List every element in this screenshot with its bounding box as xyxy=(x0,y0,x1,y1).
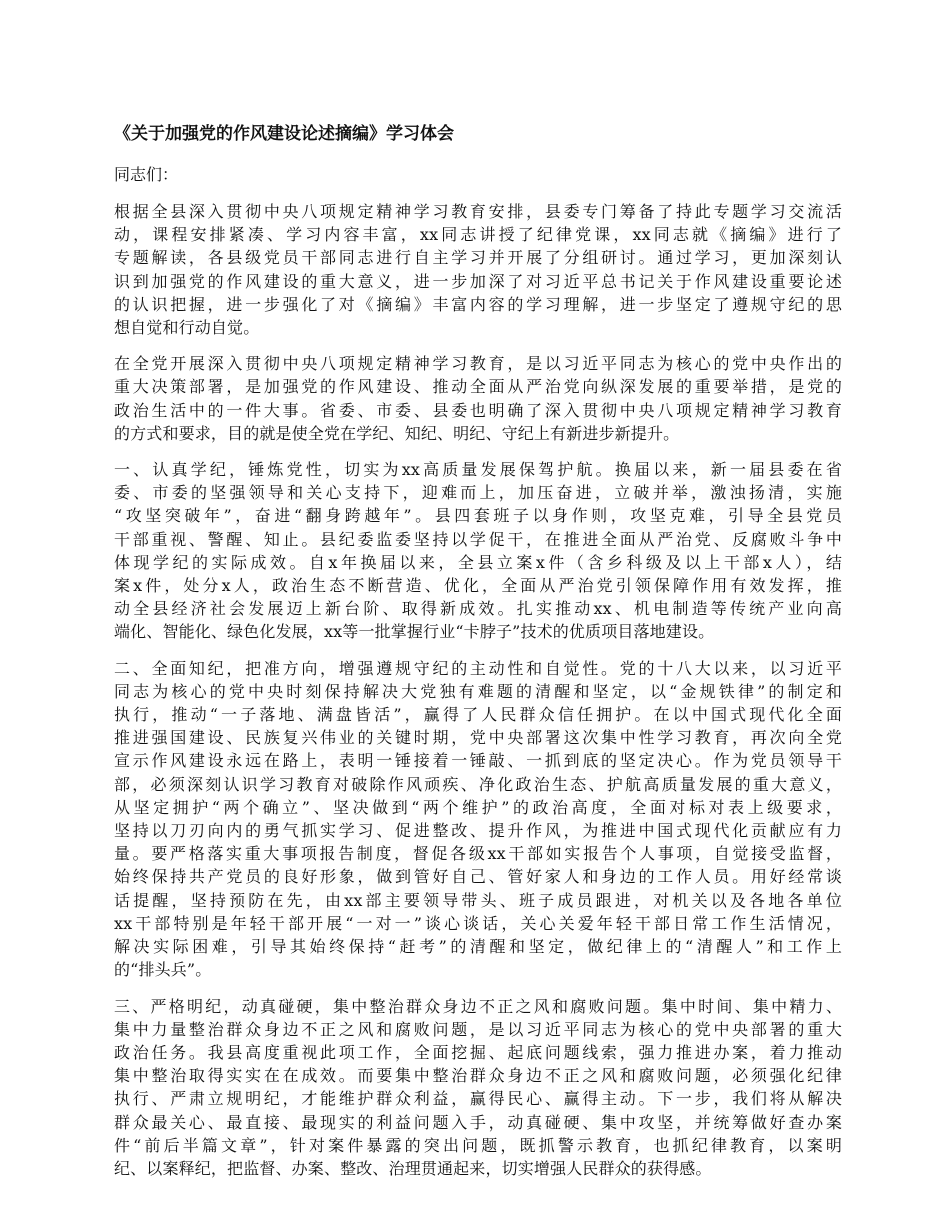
paragraph xyxy=(114,200,842,339)
text-line: 话提醒，坚持预防在先，由xx部主要领导带头、班子成员跟进，对机关以及各地各单位 xyxy=(114,890,842,910)
text-line: 群众最关心、最直接、最现实的利益问题入手，动真碰硬、集中攻坚，并统筹做好查办案 xyxy=(114,1112,842,1132)
text-line: 坚持以刀刃向内的勇气抓实学习、促进整改、提升作风，为推进中国式现代化贡献应有力 xyxy=(114,821,842,841)
paragraph xyxy=(114,657,842,982)
text-line: 在全党开展深入贯彻中央八项规定精神学习教育，是以习近平同志为核心的党中央作出的 xyxy=(114,354,842,374)
text-line: 件“前后半篇文章”，针对案件暴露的突出问题，既抓警示教育，也抓纪律教育，以案明 xyxy=(114,1135,842,1155)
text-line: 的认识把握，进一步强化了对《摘编》丰富内容的学习理解，进一步坚定了遵规守纪的思 xyxy=(114,294,842,314)
text-line: 动，课程安排紧凑、学习内容丰富，xx同志讲授了纪律党课，xx同志就《摘编》进行了 xyxy=(114,225,842,245)
text-line: xx干部特别是年轻干部开展“一对一”谈心谈话，关心关爱年轻干部日常工作生活情况， xyxy=(114,913,842,933)
text-line: 的方式和要求，目的就是使全党在学纪、知纪、明纪、守纪上有新进步新提升。 xyxy=(114,423,680,443)
text-line: 执行，推动“一子落地、满盘皆活”，赢得了人民群众信任拥护。在以中国式现代化全面 xyxy=(114,705,842,725)
text-line: 三、严格明纪，动真碰硬，集中整治群众身边不正之风和腐败问题。集中时间、集中精力、 xyxy=(114,996,842,1016)
text-line: 端化、智能化、绿色化发展，xx等一批掌握行业“卡脖子”技术的优质项目落地建设。 xyxy=(114,622,715,642)
text-line: 重大决策部署，是加强党的作风建设、推动全面从严治党向纵深发展的重要举措，是党的 xyxy=(114,377,842,397)
text-line: 量。要严格落实重大事项报告制度，督促各级xx干部如实报告个人事项，自觉接受监督， xyxy=(114,844,842,864)
text-line: “攻坚突破年”，奋进“翻身跨越年”。县四套班子以身作则，攻坚克难，引导全县党员 xyxy=(114,506,842,526)
paragraph xyxy=(114,995,842,1181)
document-page xyxy=(114,122,842,1193)
text-line: 想自觉和行动自觉。 xyxy=(114,318,260,338)
text-line: 专题解读，各县级党员干部同志进行自主学习并开展了分组研讨。通过学习，更加深刻认 xyxy=(114,248,842,268)
text-line: 政治生活中的一件大事。省委、市委、县委也明确了深入贯彻中央八项规定精神学习教育 xyxy=(114,400,842,420)
text-line: 集中力量整治群众身边不正之风和腐败问题，是以习近平同志为核心的党中央部署的重大 xyxy=(114,1019,842,1039)
text-line: 宣示作风建设永远在路上，表明一锤接着一锤敲、一抓到底的坚定决心。作为党员领导干 xyxy=(114,751,842,771)
text-line: 执行、严肃立规明纪，才能维护群众利益，赢得民心、赢得主动。下一步，我们将从解决 xyxy=(114,1089,842,1109)
text-line: 二、全面知纪，把准方向，增强遵规守纪的主动性和自觉性。党的十八大以来，以习近平 xyxy=(114,658,842,678)
text-line: 案x件，处分x人，政治生态不断营造、优化，全面从严治党引领保障作用有效发挥，推 xyxy=(114,576,842,596)
text-line: 集中整治取得实实在在成效。而要集中整治群众身边不正之风和腐败问题，必须强化纪律 xyxy=(114,1066,842,1086)
text-line: 从坚定拥护“两个确立”、坚决做到“两个维护”的政治高度，全面对标对表上级要求， xyxy=(114,797,842,817)
salutation: 同志们： xyxy=(114,165,179,184)
text-line: 解决实际困难，引导其始终保持“赶考”的清醒和坚定，做纪律上的“清醒人”和工作上 xyxy=(114,937,842,957)
text-line: 识到加强党的作风建设的重大意义，进一步加深了对习近平总书记关于作风建设重要论述 xyxy=(114,271,842,291)
text-line: 根据全县深入贯彻中央八项规定精神学习教育安排，县委专门筹备了持此专题学习交流活 xyxy=(114,202,842,221)
text-line: 动全县经济社会发展迈上新台阶、取得新成效。扎实推动xx、机电制造等传统产业向高 xyxy=(114,599,842,619)
text-line: 干部重视、警醒、知止。县纪委监委坚持以学促干，在推进全面从严治党、反腐败斗争中 xyxy=(114,529,842,549)
paragraph xyxy=(114,458,842,644)
text-line: 推进强国建设、民族复兴伟业的关键时期，党中央部署这次集中性学习教育，再次向全党 xyxy=(114,728,842,748)
text-line: 部，必须深刻认识学习教育对破除作风顽疾、净化政治生态、护航高质量发展的重大意义， xyxy=(114,774,842,794)
text-line: 委、市委的坚强领导和关心支持下，迎难而上，加压奋进，立破并举，激浊扬清，实施 xyxy=(114,483,842,503)
document-title: 《关于加强党的作风建设论述摘编》学习体会 xyxy=(114,124,454,144)
paragraph xyxy=(114,352,842,445)
text-line: 政治任务。我县高度重视此项工作，全面挖掘、起底问题线索，强力推进办案，着力推动 xyxy=(114,1042,842,1062)
text-line: 始终保持共产党员的良好形象，做到管好自己、管好家人和身边的工作人员。用好经常谈 xyxy=(114,867,842,887)
text-line: 的“排头兵”。 xyxy=(114,960,212,980)
document-body xyxy=(114,200,842,1180)
text-line: 一、认真学纪，锤炼党性，切实为xx高质量发展保驾护航。换届以来，新一届县委在省 xyxy=(114,460,842,480)
text-line: 纪、以案释纪，把监督、办案、整改、治理贯通起来，切实增强人民群众的获得感。 xyxy=(114,1158,712,1178)
text-line: 同志为核心的党中央时刻保持解决大党独有难题的清醒和坚定，以“金规铁律”的制定和 xyxy=(114,681,842,701)
text-line: 体现学纪的实际成效。自x年换届以来，全县立案x件（含乡科级及以上干部x人），结 xyxy=(114,552,842,572)
